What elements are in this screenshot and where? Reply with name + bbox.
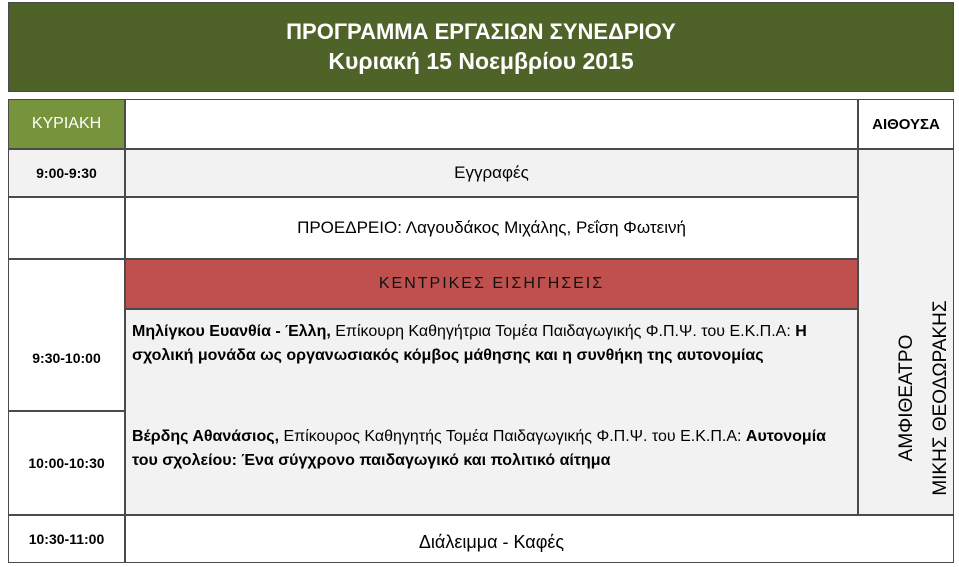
time-slot-4: 10:30-11:00	[8, 515, 125, 563]
program-title: ΠΡΟΓΡΑΜΜΑ ΕΡΓΑΣΙΩΝ ΣΥΝΕΔΡΙΟΥ	[286, 19, 676, 44]
room-header: ΑΙΘΟΥΣΑ	[858, 99, 954, 149]
keynote-header: ΚΕΝΤΡΙΚΕΣ ΕΙΣΗΓΗΣΕΙΣ	[125, 259, 858, 309]
day-header-span	[125, 99, 858, 149]
time-slot-2: 9:30-10:00	[8, 259, 125, 411]
day-header: ΚΥΡΙΑΚΗ	[8, 99, 125, 149]
program-header	[8, 2, 954, 92]
presidium-time-empty	[8, 197, 125, 259]
room-name-line1: ΑΜΦΙΘΕΑΤΡΟ	[896, 334, 917, 462]
break-cell: Διάλειμμα - Καφές	[125, 515, 954, 563]
talk-1	[125, 309, 858, 411]
talk-1-affiliation: Επίκουρη Καθηγήτρια Τομέα Παιδαγωγικής Φ.Π.Ψ. του Ε.Κ.Π.Α:	[330, 323, 796, 340]
room-cell	[858, 149, 954, 515]
talk-2-speaker: Βέρδης Αθανάσιος,	[132, 428, 280, 445]
presidium-cell: ΠΡΟΕΔΡΕΙΟ: Λαγουδάκος Μιχάλης, Ρεΐση Φωτεινή	[125, 197, 858, 259]
registration-cell: Εγγραφές	[125, 149, 858, 197]
time-slot-3: 10:00-10:30	[8, 411, 125, 515]
room-name-line2: ΜΙΚΗΣ ΘΕΟΔΩΡΑΚΗΣ	[930, 300, 951, 496]
room-name	[890, 286, 958, 510]
talk-1-title: Η σχολική μονάδα ως οργανωσιακός κόμβος μάθησης και η συνθήκη της αυτονομίας	[132, 323, 807, 364]
talk-2-affiliation: Επίκουρος Καθηγητής Τομέα Παιδαγωγικής Φ.Π.Ψ. του Ε.Κ.Π.Α:	[279, 428, 746, 445]
talk-2	[125, 411, 858, 515]
talk-2-title: Αυτονομία του σχολείου: Ένα σύγχρονο παιδαγωγικό και πολιτικό αίτημα	[132, 428, 826, 469]
time-slot-1: 9:00-9:30	[8, 149, 125, 197]
talk-1-speaker: Μηλίγκου Ευανθία - Έλλη,	[132, 323, 331, 340]
program-date: Κυριακή 15 Νοεμβρίου 2015	[328, 48, 634, 74]
